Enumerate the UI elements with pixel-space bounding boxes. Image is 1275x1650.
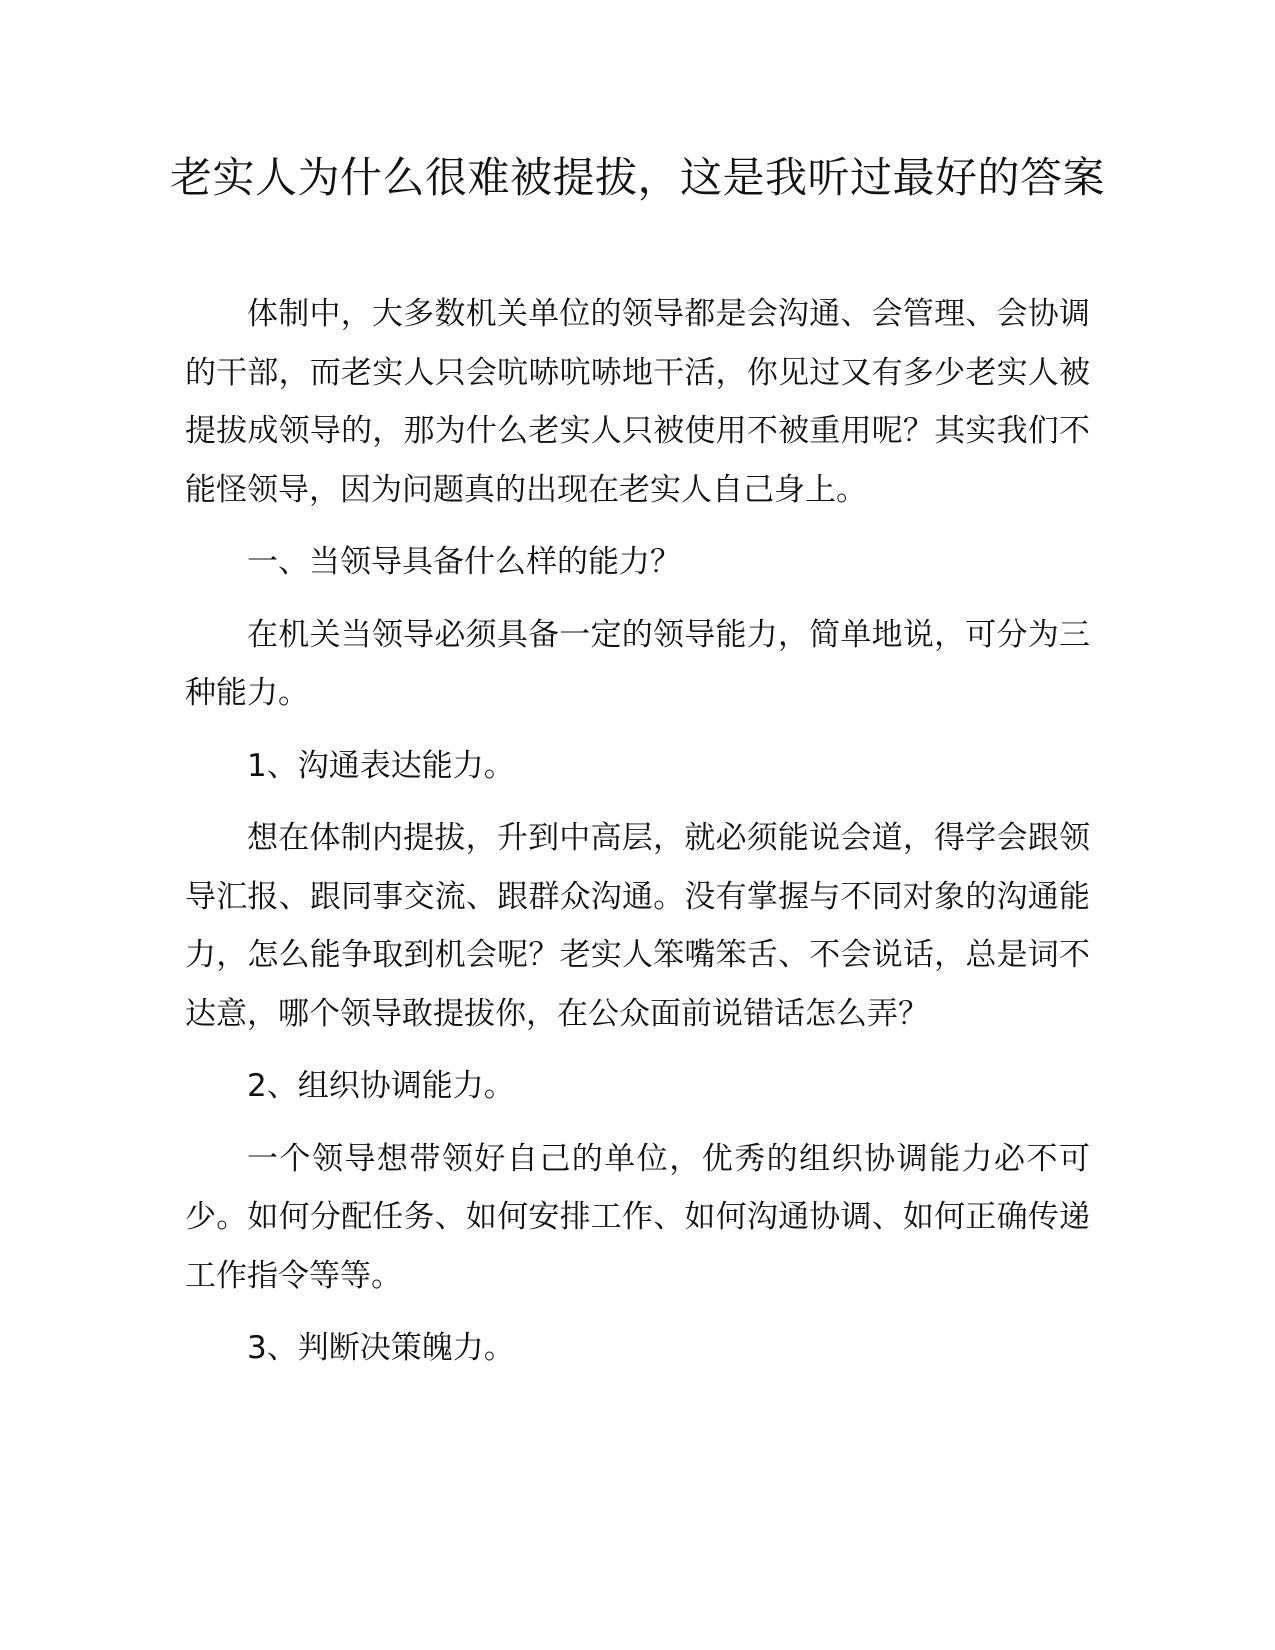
subheading-decision: 3、判断决策魄力。 (247, 1330, 515, 1366)
document-title: 老实人为什么很难被提拔，这是我听过最好的答案 (170, 153, 1106, 202)
paragraph-communication: 想在体制内提拔，升到中高层，就必须能说会道，得学会跟领导汇报、跟同事交流、跟群众沟通。没有掌握与不同对象的沟通能力，怎么能争取到机会呢？老实人笨嘴笨舌、不会说话，总是词不达意，哪个领导敢提拔你，在公众面前说错话怎么弄？ (185, 820, 1090, 1032)
paragraph-coordination: 一个领导想带领好自己的单位，优秀的组织协调能力必不可少。如何分配任务、如何安排工作、如何沟通协调、如何正确传递工作指令等等。 (185, 1140, 1090, 1294)
paragraph-intro: 体制中，大多数机关单位的领导都是会沟通、会管理、会协调的干部，而老实人只会吭哧吭哧地干活，你见过又有多少老实人被提拔成领导的，那为什么老实人只被使用不被重用呢？其实我们不能怪领导，因为问题真的出现在老实人自己身上。 (185, 296, 1090, 508)
document-body (185, 285, 1090, 1392)
paragraph-three-abilities: 在机关当领导必须具备一定的领导能力，简单地说，可分为三种能力。 (185, 616, 1090, 711)
subheading-coordination: 2、组织协调能力。 (247, 1068, 515, 1104)
section-heading-leadership-abilities: 一、当领导具备什么样的能力？ (247, 544, 681, 580)
subheading-communication: 1、沟通表达能力。 (247, 747, 515, 784)
